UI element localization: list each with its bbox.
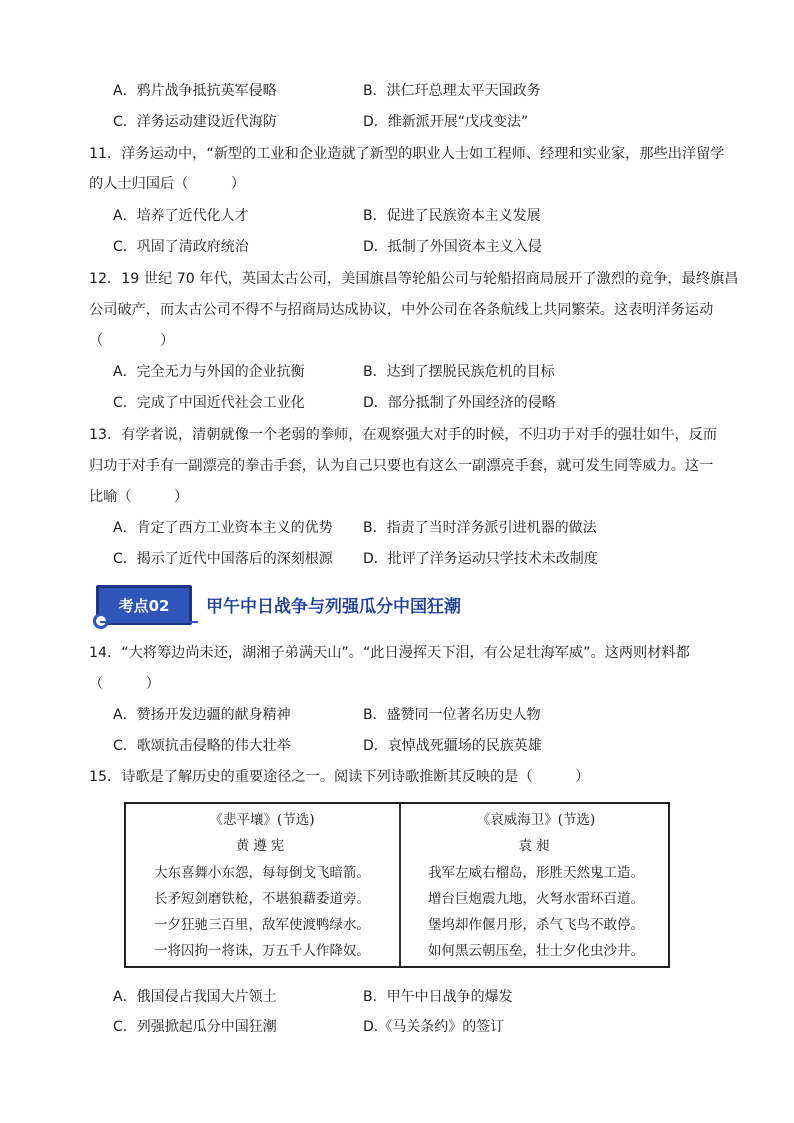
poem-left-author: 黄遵宪 (235, 838, 289, 854)
q12-stem-line3: （ ） (89, 333, 175, 349)
section-badge (96, 585, 192, 625)
q12-option-a: A．完全无力与外国的企业抗衡 (113, 364, 305, 380)
poem-left-line: 一夕狂驰三百里，敌军使渡鸭绿水。 (154, 917, 370, 933)
q11-stem-line1: 11．洋务运动中，“新型的工业和企业造就了新型的职业人士如工程师、经理和实业家，那些出洋留学 (89, 146, 725, 162)
q11-option-d: D．抵制了外国资本主义入侵 (363, 239, 542, 255)
q14-option-a: A．赞扬开发边疆的献身精神 (113, 707, 291, 723)
q15-option-c: C．列强掀起瓜分中国狂潮 (113, 1019, 277, 1035)
poem-left (126, 804, 398, 966)
poem-right-line: 如何黑云朝压垒，壮士夕化虫沙井。 (428, 943, 644, 959)
q12-stem-line1: 12．19 世纪 70 年代，英国太古公司，美国旗昌等轮船公司与轮船招商局展开了激烈的竞争，最终旗昌 (89, 271, 739, 287)
q12-stem-line2: 公司破产，而太古公司不得不与招商局达成协议，中外公司在各条航线上共同繁荣。这表明洋务运动 (89, 302, 714, 318)
q13-stem-line2: 归功于对手有一副漂亮的拳击手套，认为自己只要也有这么一副漂亮手套，就可发生同等威力。这一 (89, 458, 714, 474)
poem-right (400, 804, 672, 966)
q15-option-a: A．俄国侵占我国大片领土 (113, 989, 277, 1005)
section-underline (100, 621, 198, 623)
q10-option-a: A．鸦片战争抵抗英军侵略 (113, 83, 277, 99)
q13-stem-line1: 13．有学者说，清朝就像一个老弱的拳师，在观察强大对手的时候，不归功于对手的强壮如牛，反而 (89, 427, 718, 443)
poem-right-title: 《哀威海卫》(节选) (476, 812, 596, 828)
q13-option-c: C．揭示了近代中国落后的深刻根源 (113, 551, 333, 567)
poem-left-title: 《悲平壤》(节选) (209, 812, 315, 828)
q13-stem-line3: 比喻（ ） (89, 489, 189, 505)
q13-option-a: A．肯定了西方工业资本主义的优势 (113, 520, 333, 536)
q11-option-c: C．巩固了清政府统治 (113, 239, 249, 255)
q12-option-b: B．达到了摆脱民族危机的目标 (363, 364, 555, 380)
q14-stem-line2: （ ） (89, 676, 160, 692)
poem-right-author: 袁昶 (518, 838, 554, 854)
poem-right-line: 增台巨炮震九地，火弩水雷环百道。 (428, 891, 644, 907)
q14-stem-line1: 14．“大将筹边尚未还，湖湘子弟满天山”。“此日漫挥天下泪，有公足壮海军威”。这两则材料都 (89, 645, 690, 661)
q10-option-b: B．洪仁玕总理太平天国政务 (363, 83, 541, 99)
poem-table (124, 802, 670, 968)
poem-right-line: 我军左威右榴岛，形胜天然鬼工造。 (428, 865, 644, 881)
poem-left-line: 一将囚拘一将诛，万五千人作降奴。 (154, 943, 370, 959)
q12-option-c: C．完成了中国近代社会工业化 (113, 395, 305, 411)
section-title: 甲午中日战争与列强瓜分中国狂潮 (206, 597, 461, 617)
q11-option-b: B．促进了民族资本主义发展 (363, 208, 541, 224)
q13-option-d: D．批评了洋务运动只学技术未改制度 (363, 551, 598, 567)
section-badge-label: 考点02 (118, 597, 170, 615)
poem-right-line: 堡坞却作偃月形，杀气飞鸟不敢停。 (428, 917, 644, 933)
q15-option-b: B．甲午中日战争的爆发 (363, 989, 513, 1005)
q15-stem: 15．诗歌是了解历史的重要途径之一。阅读下列诗歌推断其反映的是（ ） (89, 769, 590, 785)
q13-option-b: B．指责了当时洋务派引进机器的做法 (363, 520, 597, 536)
poem-left-line: 长矛短剑磨铁枪，不堪狼藉委道旁。 (154, 891, 370, 907)
q12-option-d: D．部分抵制了外国经济的侵略 (363, 395, 556, 411)
q10-option-c: C．洋务运动建设近代海防 (113, 114, 277, 130)
q11-option-a: A．培养了近代化人才 (113, 208, 249, 224)
q14-option-c: C．歌颂抗击侵略的伟大壮举 (113, 738, 291, 754)
q15-option-d: D.《马关条约》的签订 (363, 1019, 505, 1035)
q10-option-d: D．维新派开展“戊戌变法” (363, 114, 529, 130)
q14-option-b: B．盛赞同一位著名历史人物 (363, 707, 541, 723)
q11-stem-line2: 的人士归国后（ ） (89, 176, 246, 192)
q14-option-d: D．哀悼战死疆场的民族英雄 (363, 738, 542, 754)
poem-left-line: 大东喜舞小东怨，每每倒戈飞暗箭。 (154, 865, 370, 881)
